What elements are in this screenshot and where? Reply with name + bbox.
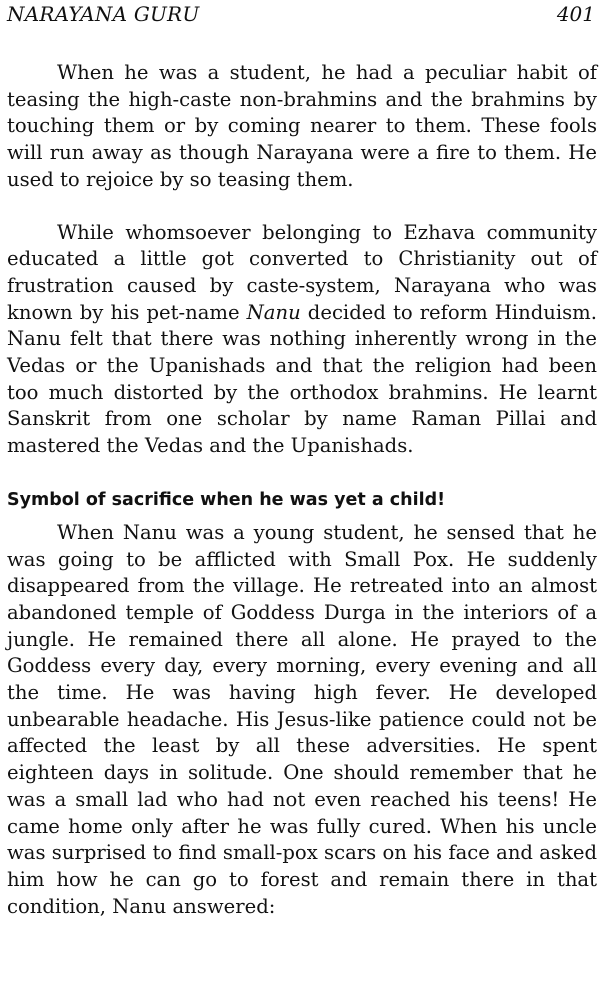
running-header: [7, 0, 597, 32]
pet-name: Nanu: [246, 300, 301, 324]
paragraph-2: [7, 220, 597, 460]
paragraph-2-part-1: While whomsoever belonging to Ezhava community educated a little got converted to Christianity out of frustration caused by caste-system, Narayana who was known by his pet-name: [7, 220, 597, 324]
body-text: [7, 60, 597, 920]
paragraph-3: When Nanu was a young student, he sensed that he was going to be afflicted with Small Pox. He suddenly disappeared from the village. He retreated into an almost abandoned temple of Goddess Durga in the interiors of a jungle. He remained there all alone. He prayed to the Goddess every day, every morning, every evening and all the time. He was having high fever. He developed unbearable headache. His Jesus-like patience could not be affected the least by all these adversities. He spent eighteen days in solitude. One should remember that he was a small lad who had not even reached his teens! He came home only after he was fully cured. When his uncle was surprised to find small-pox scars on his face and asked him how he can go to forest and remain there in that condition, Nanu answered:: [7, 520, 597, 918]
page-number: 401: [556, 2, 595, 26]
paragraph-1: When he was a student, he had a peculiar habit of teasing the high-caste non-brahmins and the brahmins by touching them or by coming nearer to them. These fools will run away as though Narayana were a fire to them. He used to rejoice by so teasing them.: [7, 61, 597, 191]
section-heading: Symbol of sacrifice when he was yet a child!: [7, 489, 446, 510]
paragraph-2-part-2: decided to reform Hinduism. Nanu felt that there was nothing inherently wrong in the Vedas or the Upanishads and that the religion had been too much distorted by the orthodox brahmins. He learnt Sanskrit from one scholar by name Raman Pillai and mastered the Vedas and the Upanishads.: [7, 300, 597, 458]
running-title: NARAYANA GURU: [7, 2, 200, 26]
